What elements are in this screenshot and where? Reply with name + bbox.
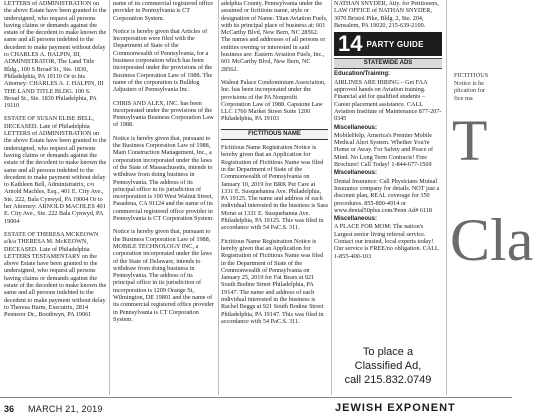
corporate-notice: Notice is hereby given that, pursuant to the Business Corporation Law of 1988, Main Construction Management, Inc., a corporation incorporated under the laws of the State of Massachusetts, intends to withdraw from doing business in Pennsylvania. The address of its principal office in its jurisdiction of incorporation is 100 West Walnut Street, Pasadena, CA 91124 and the name of its commercial registered office provider in Pennsylvania is CT Corporation System. bbox=[113, 134, 214, 223]
ad-heading: Miscellaneous: bbox=[334, 216, 378, 223]
ad-text: AIRLINES ARE HIRING – Get FAA approved hands on Aviation training. Financial aid for qualified students – Career placement assistance. CALL Aviation Institute of Maintenance 877-207-0345 bbox=[334, 78, 442, 123]
adjacent-page-large-letter: T bbox=[452, 108, 488, 173]
ad-text: A PLACE FOR MOM: The nation's Largest senior living referral service. Contact our trusted, local experts today! Our service is FREE/no obligation. CALL 1-855-400-103 bbox=[334, 223, 439, 260]
adjacent-page-large-letters: Cla bbox=[450, 207, 533, 273]
corporate-notice: Notice is hereby given that Articles of Incorporation were filed with the Department of State of the Commonwealth of Pennsylvania, for a business corporation which has been incorporated under the provisions of the Business Corporation Law of 1988. The name of the corporation is Bulldog Adjusters of Pennsylvania Inc. bbox=[113, 27, 213, 94]
fictitious-notice: Fictitious Name Registration Notice is hereby given that an Application for Registration of Fictitious Name was filed in the Department of State of the Commonwealth of Pennsylvania on January 25, 2019 for Fat Bears at 921 South Bodine Street Philadelphia, PA 19147. The name and address of each individual interested in the business is Rachel Beggs at 921 South Bodine Street Philadelphia, PA 19147. This was filed in accordance with 54 PaC.S. 311. bbox=[221, 237, 324, 325]
estate-notice-mckeown: ESTATE OF THERESA MCKEOWN a/k/a THERESA M. McKEOWN, DECEASED. Late of Philadelphia LETTERS TESTAMENTARY on the above Estate have been granted to the undersigned, who request all persons having claims or demands against the estate of the decedent to make known the same and all persons indebted to the decedent to make payment without delay to Theresa Harm, Executrix, 2814 Pennerer Dr., Boothwyn, PA 19061 bbox=[4, 230, 107, 319]
ad-heading: Education/Training: bbox=[334, 71, 391, 78]
ad-item bbox=[334, 71, 442, 122]
column-divider bbox=[331, 0, 332, 395]
party-guide-banner bbox=[334, 32, 442, 56]
legal-notices-column-3 bbox=[221, 0, 328, 395]
ad-heading: Miscellaneous: bbox=[334, 170, 378, 177]
corporate-notice: Notice is hereby given that, pursuant to the Business Corporation Law of 1988, MOBILE TECHNOLOGY INC, a corporation incorporated under the laws of the State of Delaware, intends to withdraw from doing business in Pennsylvania. The address of its principal office in its jurisdiction of incorporation is 1209 Orange St, Wilmington, DE 19801 and the name of its commercial registered office provider in Pennsylvania is CT Corporation System. bbox=[113, 228, 214, 323]
estate-notice-halpin: LETTERS of ADMINISTRATION on the above Estate have been granted to the undersigned, who request all persons having claims or demands against the estate of the decedent to make known the same and all persons indebted to the decedent to make payment without delay to CHARLES A. HALPIN, III, ADMINISTRATOR, The Land Title Bldg., 100 S Broad St., Ste. 1830, Philadelphia, PA 19110 Or to his Attorney: CHARLES A. J. HALPIN, III THE LAND TITLE BLDG. 100 S. Broad St., Ste. 1830 Philadelphia, PA 19110 bbox=[4, 0, 107, 110]
ad-item bbox=[334, 125, 442, 169]
issue-date: MARCH 21, 2019 bbox=[28, 404, 103, 414]
ad-item bbox=[334, 170, 442, 214]
promo-line: Classified Ad, bbox=[354, 360, 422, 372]
party-guide-number: 14 bbox=[338, 31, 363, 57]
adjacent-page-text: FICTITIOUS Notice is he plication for fice ma bbox=[454, 72, 489, 102]
estate-notice-bell: ESTATE OF SUSAN ELISE BELL, DECEASED. Late of Philadelphia LETTERS of ADMINISTRATION on the above Estate have been granted to the undersigned, who request all persons having claims or demands against the estate of the decedent to make known the same and all persons indebted to the decedent to make payment without delay to Kathleen Bell, Administratrix, c/o Arnold Machles, Esq., 401 E. City Ave., Ste. 222, Bala Cynwyd, PA 19004 Or to her Attorney: ARNOLD MACHLES 401 E. City Ave., Ste. 222 Bala Cynwyd, PA 19004 bbox=[4, 115, 107, 225]
column-divider bbox=[446, 0, 447, 395]
legal-notices-column-2 bbox=[113, 0, 215, 395]
column-divider bbox=[218, 0, 219, 395]
ad-item bbox=[334, 216, 442, 260]
ad-text: Dental Insurance: Call Physicians Mutual Insurance company for details. NOT just a discount plan, REAL coverage for 350 procedures. 855-890-4914 or www.dental50plus.com/Penn Ad# 6118 bbox=[334, 177, 440, 214]
page-number: 36 bbox=[4, 404, 15, 414]
fictitious-name-heading: FICTITIOUS NAME bbox=[221, 129, 328, 140]
ad-heading: Miscellaneous: bbox=[334, 124, 378, 131]
corporate-notice: name of its commercial registered office provider in Pennsylvania is CT Corporation System. bbox=[113, 0, 214, 22]
corporate-notice: CHRIS AND ALEX, INC. has been incorporated under the provisions of the Pennsylvania Business Corporation Law of 1988. bbox=[113, 99, 214, 129]
classifieds-column bbox=[334, 0, 442, 395]
column-divider bbox=[109, 0, 110, 395]
nonprofit-notice: Walnut Palace Condominium Association, Inc. has been incorporated under the provisions of the PA Nonprofit Corporation Law of 1988. Capstone Law LLC 1760 Market Street Suite 1200 Philadelphia, PA 19103 bbox=[221, 78, 326, 123]
legal-notices-column-1 bbox=[4, 0, 107, 395]
fictitious-notice: Fictitious Name Registration Notice is hereby given that an Application for Registration of Fictitious Name was filed in the Department of State of the Commonwealth of Pennsylvania on January 10, 2019 for BRK Pet Care at 1331 E. Susquehanna Ave. Philadelphia, PA 19125. The name and address of each individual interested in the business is Sara Morar at 1331 E. Susquehanna Ave. Philadelphia, PA 19125. This was filed in accordance with 54 PaC.S. 311. bbox=[221, 144, 328, 232]
publication-title: JEWISH EXPONENT bbox=[335, 402, 456, 414]
fictitious-notice: adelphia County, Pennsylvania under the assumed or fictitious name, style or designation of Name: Titan Aviation Fuels, with its principal place of business at: 601 McCarthy Blvd, New Bern, NC 28562. The names and addresses of all persons or entities owning or interested in said business are: Eastern Aviation Fuels, Inc., 601 McCarthy Blvd, New Bern, NC 28562. bbox=[221, 0, 328, 73]
promo-line: To place a bbox=[362, 346, 414, 358]
page-footer bbox=[0, 397, 512, 419]
promo-phone: call 215.832.0749 bbox=[344, 374, 432, 386]
ad-text: MobileHelp, America's Premier Mobile Medical Alert System. Whether You're Home or Away. For Safety and Peace of Mind. No Long Term Contracts! Free Brochure! Call Today! 1-844-677-1569 bbox=[334, 131, 434, 169]
party-guide-title: PARTY GUIDE bbox=[366, 39, 424, 49]
classified-ad-promo bbox=[334, 345, 442, 387]
attorney-notice: NATHAN SNYDER, Atty. for Petitioners, LAW OFFICE of NATHAN SNYDER, 3070 Bristol Pike, Bldg. 2, Ste. 204, Bensalem, PA 19020, 215-639-2100. bbox=[334, 0, 439, 29]
statewide-ads-heading: STATEWIDE ADS bbox=[334, 58, 442, 69]
adjacent-page-fragment bbox=[448, 0, 533, 395]
